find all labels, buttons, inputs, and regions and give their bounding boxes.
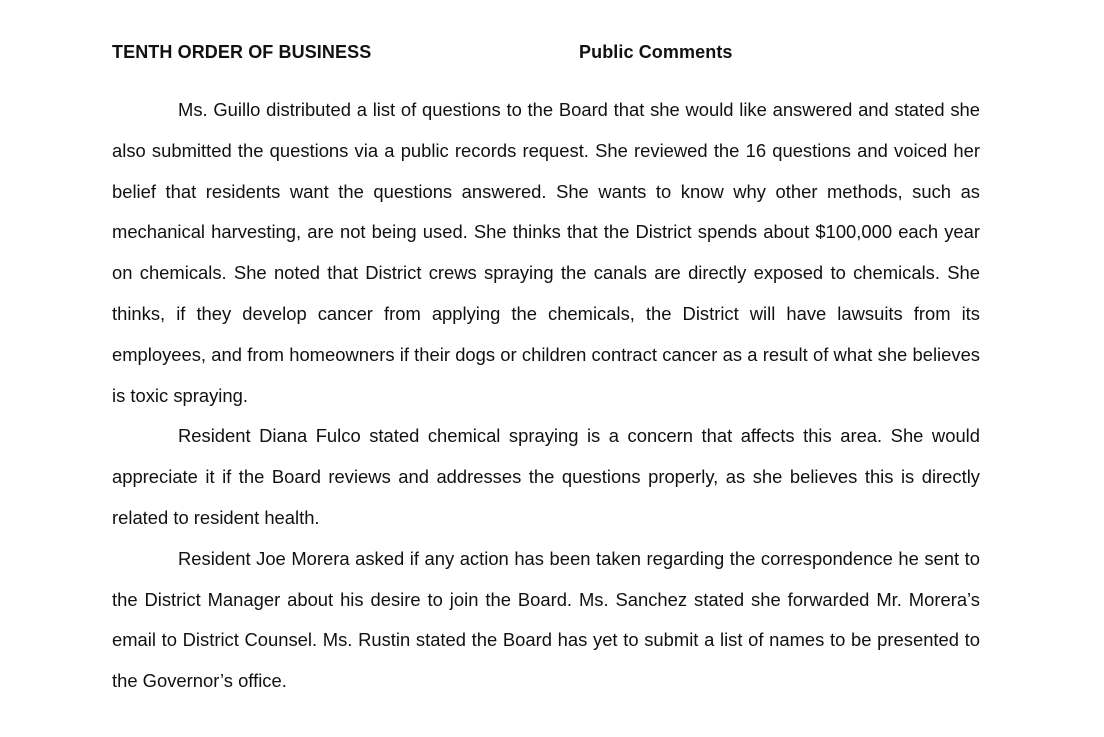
order-of-business-label: TENTH ORDER OF BUSINESS bbox=[112, 42, 372, 62]
paragraph-morera-comment: Resident Joe Morera asked if any action has been taken regarding the correspondence he sent to the District Manager about his desire to join the Board. Ms. Sanchez stated she forwarded Mr. Morera’s email to District Counsel. Ms. Rustin stated the Board has yet to submit a list of names to be presented to the Governor’s office. bbox=[112, 547, 980, 692]
minutes-body bbox=[112, 90, 980, 702]
paragraph-guillo-comment: Ms. Guillo distributed a list of questions to the Board that she would like answered and stated she also submitted the questions via a public records request. She reviewed the 16 questions and voiced her belief that residents want the questions answered. She wants to know why other methods, such as mechanical harvesting, are not being used. She thinks that the District spends about $100,000 each year on chemicals. She noted that District crews spraying the canals are directly exposed to chemicals. She thinks, if they develop cancer from applying the chemicals, the District will have lawsuits from its employees, and from homeowners if their dogs or children contract cancer as a result of what she believes is toxic spraying. bbox=[112, 99, 980, 406]
paragraph-fulco-comment: Resident Diana Fulco stated chemical spraying is a concern that affects this area. She would appreciate it if the Board reviews and addresses the questions properly, as she believes this is directly related to resident health. bbox=[112, 425, 980, 528]
section-heading bbox=[112, 42, 980, 68]
section-title: Public Comments bbox=[579, 42, 733, 62]
